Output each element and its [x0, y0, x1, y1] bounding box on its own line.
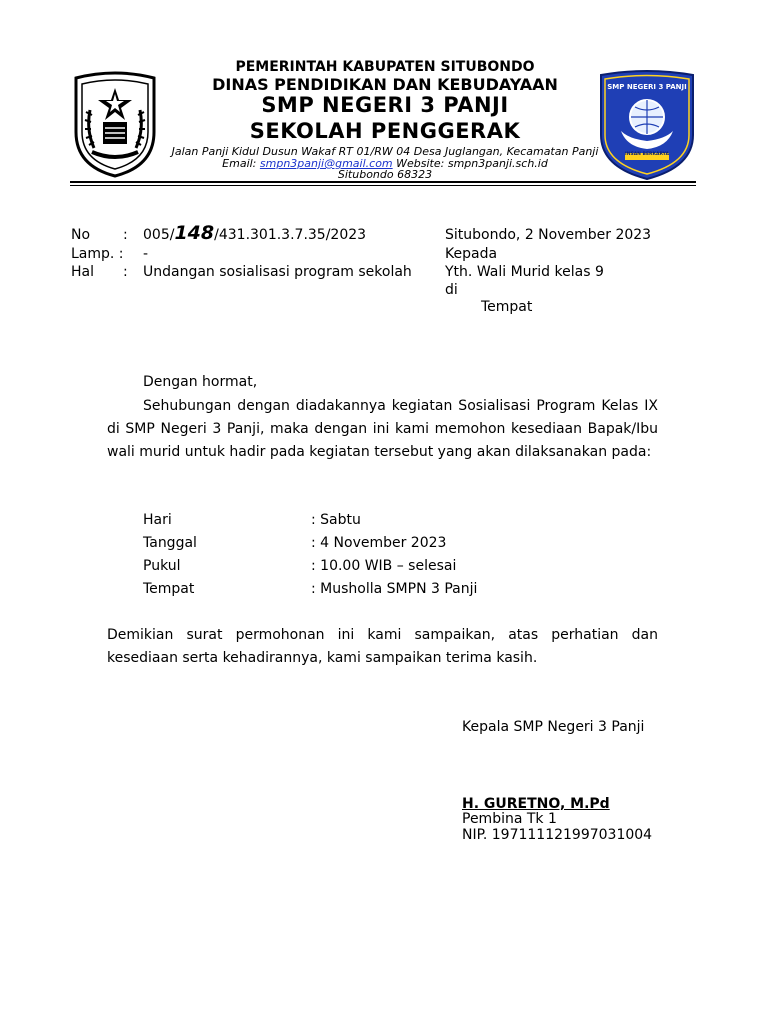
- letter-number-prefix: 005/: [143, 227, 175, 243]
- recipient-kepada: Kepada: [445, 246, 498, 262]
- detail-label: Tanggal: [143, 535, 197, 551]
- detail-value: : 4 November 2023: [311, 535, 447, 551]
- letterhead-address: Jalan Panji Kidul Dusun Wakaf RT 01/RW 04 Desa Juglangan, Kecamatan Panji: [171, 145, 599, 158]
- signature-title: Kepala SMP Negeri 3 Panji: [462, 719, 645, 735]
- hal-colon: :: [123, 264, 128, 280]
- email-label: Email:: [222, 157, 260, 170]
- letter-number-main: 148: [174, 222, 215, 244]
- detail-value: : Musholla SMPN 3 Panji: [311, 581, 478, 597]
- detail-label: Hari: [143, 512, 172, 528]
- letter-number-suffix: /431.301.3.7.35/2023: [214, 227, 367, 243]
- body-paragraph: [107, 395, 658, 464]
- letterhead-divider-thick: [70, 181, 696, 183]
- greeting: Dengan hormat,: [143, 374, 258, 390]
- email-link[interactable]: smpn3panji@gmail.com: [259, 157, 393, 170]
- school-logo: [597, 69, 697, 185]
- signature-nip: NIP. 197111121997031004: [462, 827, 653, 843]
- detail-value: : 10.00 WIB – selesai: [311, 558, 457, 574]
- recipient-di: di: [445, 282, 458, 298]
- letterhead-government: PEMERINTAH KABUPATEN SITUBONDO: [235, 59, 535, 75]
- letterhead-school-status: SEKOLAH PENGGERAK: [249, 119, 521, 143]
- hal-value: Undangan sosialisasi program sekolah: [143, 264, 412, 280]
- lamp-label: Lamp. :: [71, 246, 124, 262]
- hal-label: Hal: [71, 264, 94, 280]
- detail-label: Pukul: [143, 558, 181, 574]
- signature-name: H. GURETNO, M.Pd: [462, 796, 610, 812]
- letterhead-department: DINAS PENDIDIKAN DAN KEBUDAYAAN: [212, 75, 558, 94]
- letterhead-city: Situbondo 68323: [337, 168, 433, 181]
- school-logo-caption: SMP NEGERI 3 PANJI: [607, 83, 687, 91]
- no-colon: :: [123, 227, 128, 243]
- body-paragraph-text: Sehubungan dengan diadakannya kegiatan Sosialisasi Program Kelas IX di SMP Negeri 3 Panji, maka dengan ini kami memohon kesediaan Bapak/Ibu wali murid untuk hadir pada kegiatan tersebut yang akan dilaksanakan pada:: [107, 398, 658, 460]
- closing-paragraph: Demikian surat permohonan ini kami sampaikan, atas perhatian dan kesediaan serta kehadirannya, kami sampaikan terima kasih.: [107, 627, 658, 666]
- school-logo-motto: INSAN BERKARYA: [625, 152, 669, 157]
- detail-label: Tempat: [143, 581, 195, 597]
- lamp-value: -: [143, 246, 149, 262]
- letter-number: [143, 222, 366, 244]
- signature-rank: Pembina Tk 1: [462, 811, 557, 827]
- recipient-place: Tempat: [481, 299, 533, 315]
- no-label: No: [71, 227, 91, 243]
- regency-crest-logo: [70, 70, 160, 184]
- website-text: Website: smpn3panji.sch.id: [392, 157, 548, 170]
- letter-date: Situbondo, 2 November 2023: [445, 227, 652, 243]
- recipient-name: Yth. Wali Murid kelas 9: [445, 264, 604, 280]
- letterhead-divider-thin: [70, 185, 696, 186]
- letterhead-school-name: SMP NEGERI 3 PANJI: [261, 93, 509, 117]
- detail-value: : Sabtu: [311, 512, 361, 528]
